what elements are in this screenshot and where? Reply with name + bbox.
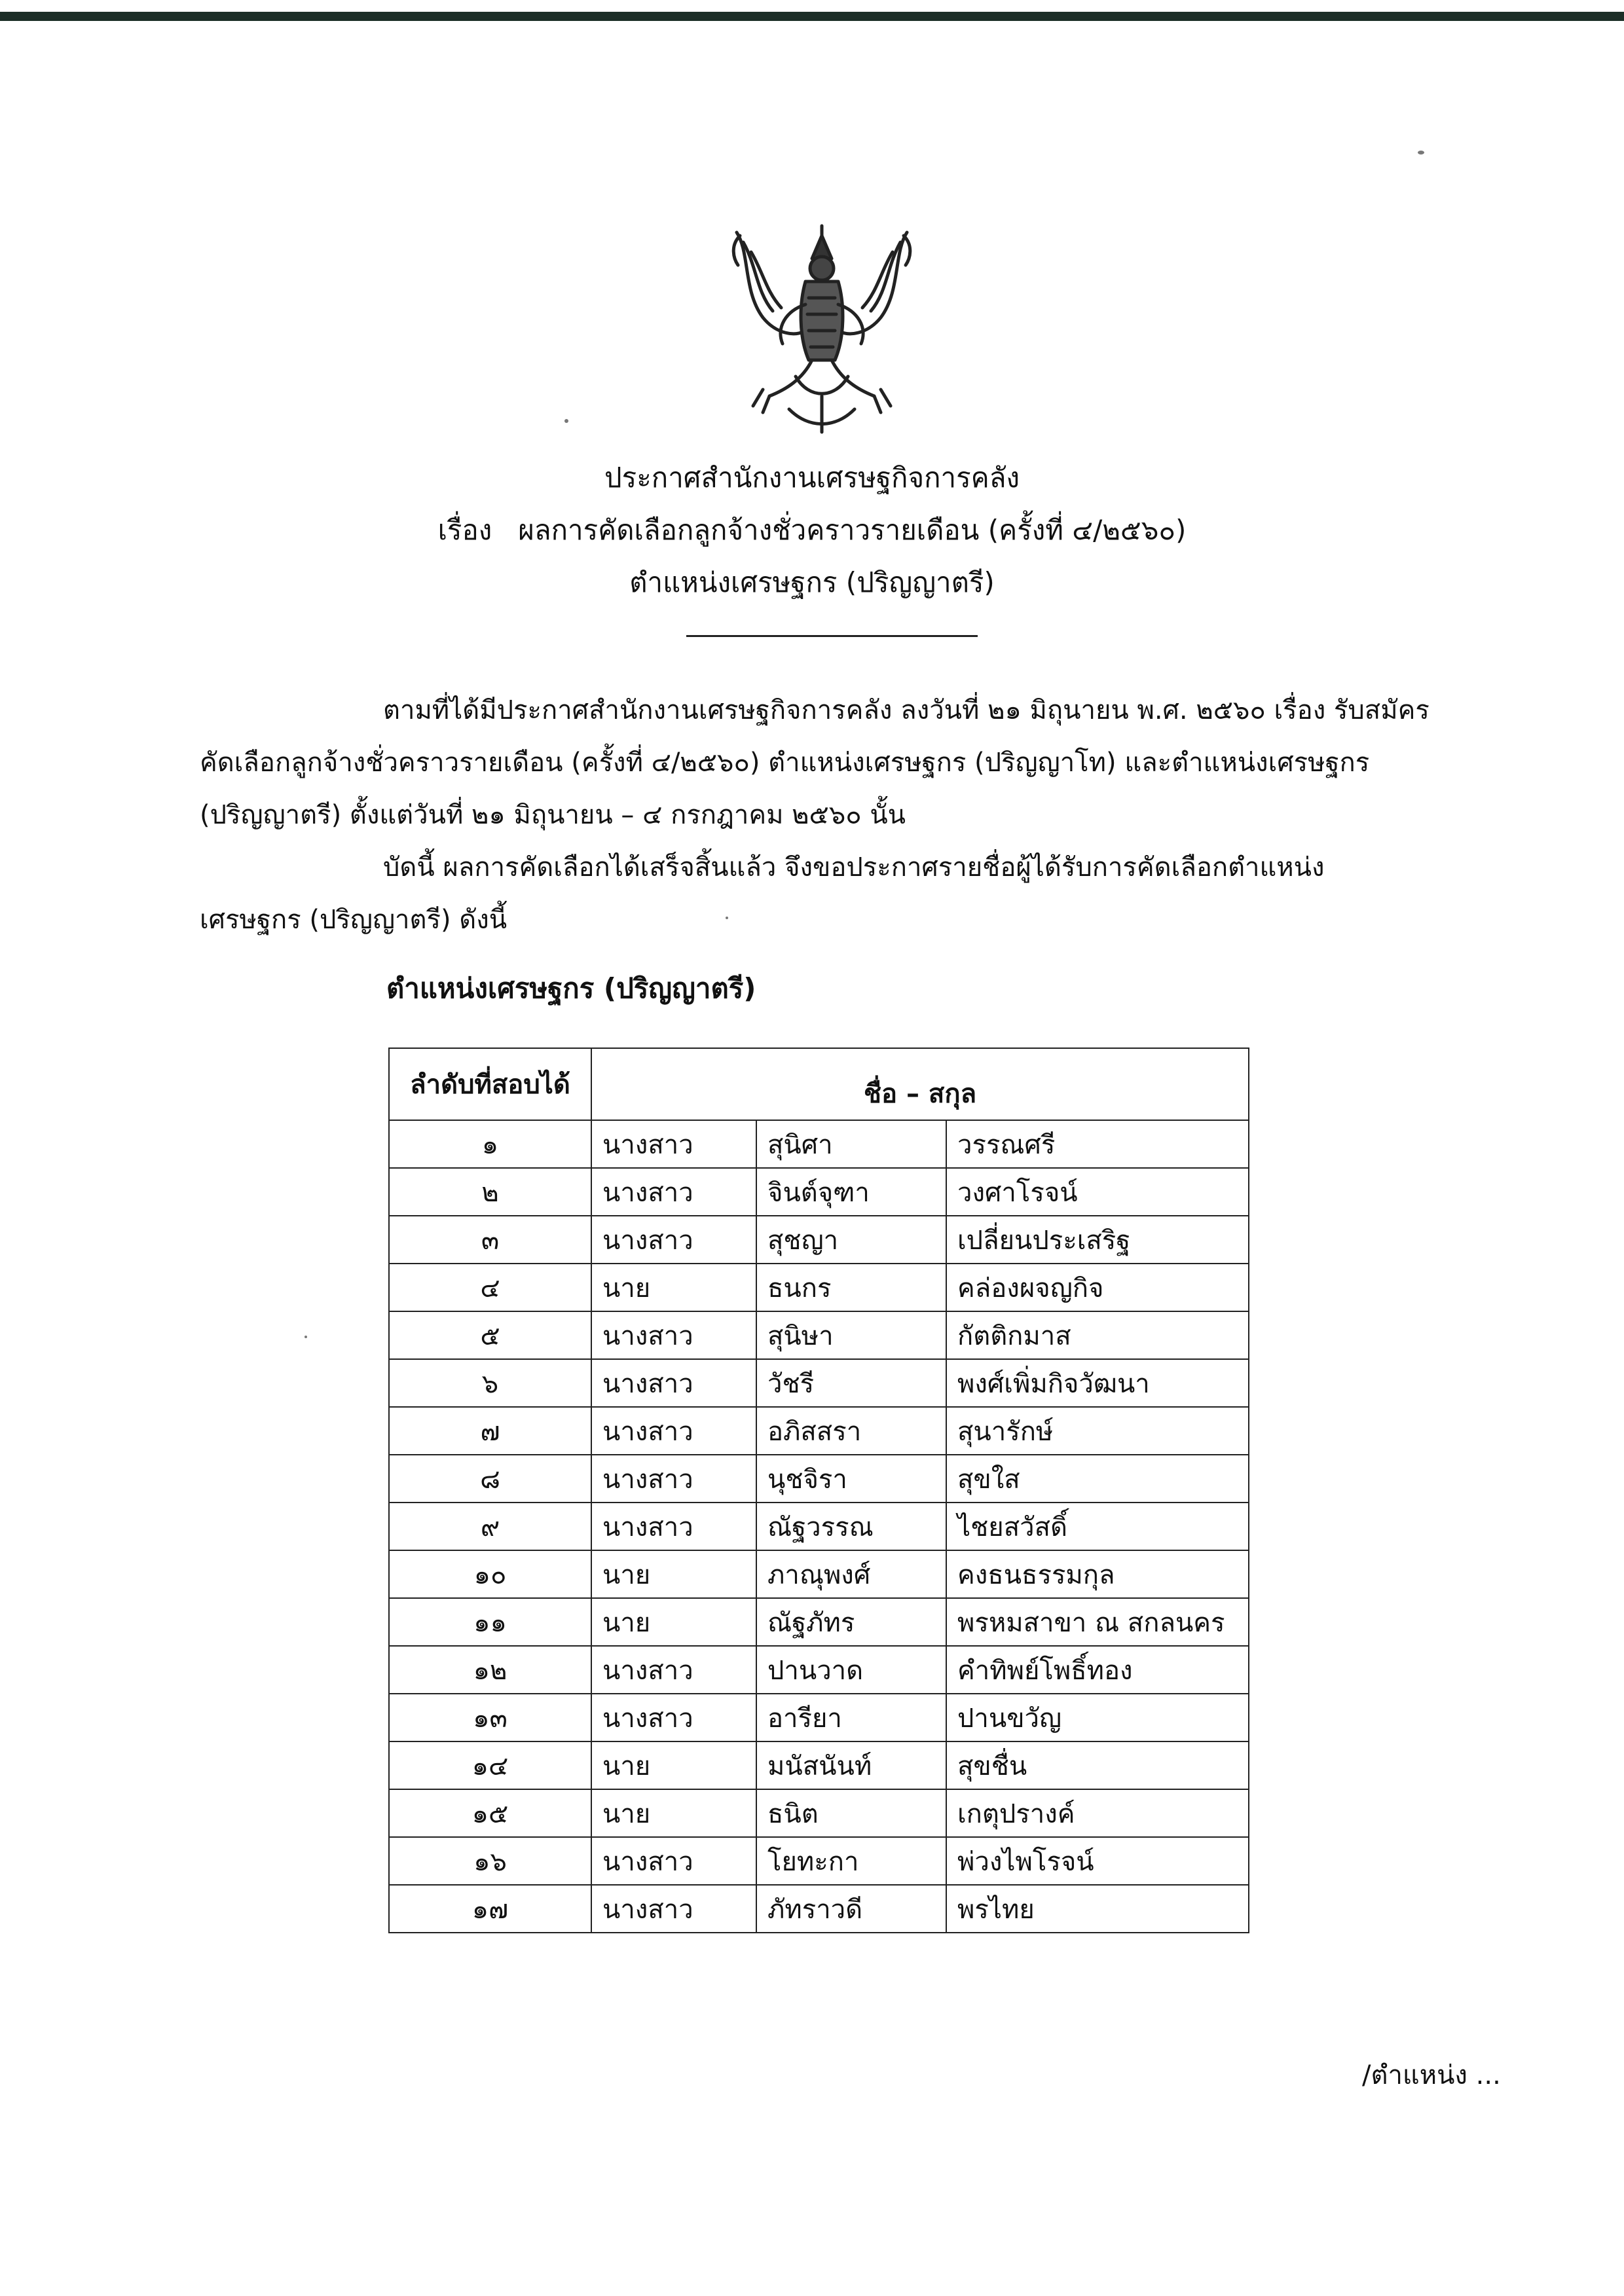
rank-cell: ๔ — [389, 1264, 591, 1311]
paragraph1-line1: ตามที่ได้มีประกาศสำนักงานเศรษฐกิจการคลัง ลงวันที่ ๒๑ มิถุนายน พ.ศ. ๒๕๖๐ เรื่อง รับสมัคร — [383, 695, 1430, 725]
rank-cell: ๑๑ — [389, 1598, 591, 1646]
last-name-cell: วงศาโรจน์ — [946, 1168, 1249, 1216]
scan-speck — [564, 419, 568, 423]
col-name-header: ชื่อ – สกุล — [591, 1048, 1249, 1120]
rank-cell: ๑๐ — [389, 1550, 591, 1598]
paragraph1-line3: (ปริญญาตรี) ตั้งแต่วันที่ ๒๑ มิถุนายน – ๔ กรกฎาคม ๒๕๖๐ นั้น — [200, 800, 906, 830]
table-row — [389, 1885, 1249, 1933]
first-name-cell: ณัฐภัทร — [756, 1598, 946, 1646]
table-row — [389, 1837, 1249, 1885]
first-name-cell: มนัสนันท์ — [756, 1741, 946, 1789]
table-row — [389, 1789, 1249, 1837]
subject-text: ผลการคัดเลือกลูกจ้างชั่วคราวรายเดือน (ครั้งที่ ๔/๒๕๖๐) — [518, 514, 1187, 546]
first-name-cell: อารียา — [756, 1694, 946, 1741]
announcement-agency: ประกาศสำนักงานเศรษฐกิจการคลัง — [604, 462, 1020, 494]
first-name-cell: ภัทราวดี — [756, 1885, 946, 1933]
table-row — [389, 1646, 1249, 1694]
title-cell: นางสาว — [591, 1885, 756, 1933]
title-cell: นางสาว — [591, 1120, 756, 1168]
table-row — [389, 1168, 1249, 1216]
title-cell: นางสาว — [591, 1407, 756, 1455]
title-cell: นางสาว — [591, 1168, 756, 1216]
garuda-emblem-icon — [724, 213, 920, 435]
paragraph1-line2: คัดเลือกลูกจ้างชั่วคราวรายเดือน (ครั้งที่ ๔/๒๕๖๐) ตำแหน่งเศรษฐกร (ปริญญาโท) และตำแหน่งเศรษฐกร — [200, 748, 1370, 778]
last-name-cell: กัตติกมาส — [946, 1311, 1249, 1359]
first-name-cell: ธนิต — [756, 1789, 946, 1837]
page-continuation: /ตำแหน่ง ... — [1362, 2060, 1501, 2090]
rank-cell: ๑๗ — [389, 1885, 591, 1933]
title-cell: นางสาว — [591, 1455, 756, 1503]
title-cell: นางสาว — [591, 1311, 756, 1359]
last-name-cell: สุขชื่น — [946, 1741, 1249, 1789]
paragraph2-line2: เศรษฐกร (ปริญญาตรี) ดังนี้ — [200, 905, 507, 935]
table-row — [389, 1503, 1249, 1550]
rank-cell: ๒ — [389, 1168, 591, 1216]
table-row — [389, 1359, 1249, 1407]
scan-top-edge — [0, 12, 1624, 21]
rank-cell: ๑ — [389, 1120, 591, 1168]
scan-speck — [304, 1336, 307, 1338]
header-divider — [686, 635, 978, 637]
title-cell: นางสาว — [591, 1359, 756, 1407]
first-name-cell: นุชจิรา — [756, 1455, 946, 1503]
first-name-cell: ภาณุพงศ์ — [756, 1550, 946, 1598]
last-name-cell: สุขใส — [946, 1455, 1249, 1503]
last-name-cell: เกตุปรางค์ — [946, 1789, 1249, 1837]
col-rank-header: ลำดับที่สอบได้ — [389, 1048, 591, 1120]
last-name-cell: ไชยสวัสดิ์ — [946, 1503, 1249, 1550]
last-name-cell: วรรณศรี — [946, 1120, 1249, 1168]
last-name-cell: พงศ์เพิ่มกิจวัฒนา — [946, 1359, 1249, 1407]
last-name-cell: พรไทย — [946, 1885, 1249, 1933]
table-header-row — [389, 1048, 1249, 1120]
first-name-cell: ณัฐวรรณ — [756, 1503, 946, 1550]
first-name-cell: จินต์จุฑา — [756, 1168, 946, 1216]
rank-cell: ๕ — [389, 1311, 591, 1359]
first-name-cell: โยทะกา — [756, 1837, 946, 1885]
first-name-cell: ธนกร — [756, 1264, 946, 1311]
last-name-cell: ปานขวัญ — [946, 1694, 1249, 1741]
first-name-cell: วัชรี — [756, 1359, 946, 1407]
scan-speck — [1418, 151, 1424, 155]
rank-cell: ๗ — [389, 1407, 591, 1455]
announcement-position: ตำแหน่งเศรษฐกร (ปริญญาตรี) — [629, 566, 995, 598]
first-name-cell: สุนิษา — [756, 1311, 946, 1359]
title-cell: นาย — [591, 1598, 756, 1646]
rank-cell: ๘ — [389, 1455, 591, 1503]
scan-speck — [726, 917, 728, 919]
title-cell: นางสาว — [591, 1694, 756, 1741]
first-name-cell: ปานวาด — [756, 1646, 946, 1694]
table-row — [389, 1407, 1249, 1455]
section-title: ตำแหน่งเศรษฐกร (ปริญญาตรี) — [386, 972, 756, 1004]
table-row — [389, 1216, 1249, 1264]
paragraph2-line1: บัดนี้ ผลการคัดเลือกได้เสร็จสิ้นแล้ว จึงขอประกาศรายชื่อผู้ได้รับการคัดเลือกตำแหน่ง — [383, 852, 1325, 883]
first-name-cell: อภิสสรา — [756, 1407, 946, 1455]
table-row — [389, 1598, 1249, 1646]
title-cell: นาย — [591, 1789, 756, 1837]
last-name-cell: เปลี่ยนประเสริฐ — [946, 1216, 1249, 1264]
rank-cell: ๖ — [389, 1359, 591, 1407]
title-cell: นาย — [591, 1741, 756, 1789]
last-name-cell: คำทิพย์โพธิ์ทอง — [946, 1646, 1249, 1694]
table-row — [389, 1694, 1249, 1741]
first-name-cell: สุนิศา — [756, 1120, 946, 1168]
rank-cell: ๑๔ — [389, 1741, 591, 1789]
last-name-cell: พ่วงไพโรจน์ — [946, 1837, 1249, 1885]
last-name-cell: คงธนธรรมกุล — [946, 1550, 1249, 1598]
table-row — [389, 1120, 1249, 1168]
table-row — [389, 1741, 1249, 1789]
title-cell: นาย — [591, 1264, 756, 1311]
rank-cell: ๓ — [389, 1216, 591, 1264]
last-name-cell: สุนารักษ์ — [946, 1407, 1249, 1455]
results-table — [388, 1048, 1249, 1933]
last-name-cell: คล่องผจญกิจ — [946, 1264, 1249, 1311]
title-cell: นาย — [591, 1550, 756, 1598]
table-row — [389, 1311, 1249, 1359]
announcement-subject-line — [0, 511, 1624, 550]
title-cell: นางสาว — [591, 1837, 756, 1885]
first-name-cell: สุชญา — [756, 1216, 946, 1264]
rank-cell: ๑๕ — [389, 1789, 591, 1837]
rank-cell: ๙ — [389, 1503, 591, 1550]
subject-label: เรื่อง — [437, 514, 492, 546]
table-row — [389, 1550, 1249, 1598]
table-body — [389, 1120, 1249, 1933]
last-name-cell: พรหมสาขา ณ สกลนคร — [946, 1598, 1249, 1646]
rank-cell: ๑๓ — [389, 1694, 591, 1741]
title-cell: นางสาว — [591, 1646, 756, 1694]
title-cell: นางสาว — [591, 1503, 756, 1550]
rank-cell: ๑๖ — [389, 1837, 591, 1885]
table-row — [389, 1455, 1249, 1503]
title-cell: นางสาว — [591, 1216, 756, 1264]
rank-cell: ๑๒ — [389, 1646, 591, 1694]
table-row — [389, 1264, 1249, 1311]
